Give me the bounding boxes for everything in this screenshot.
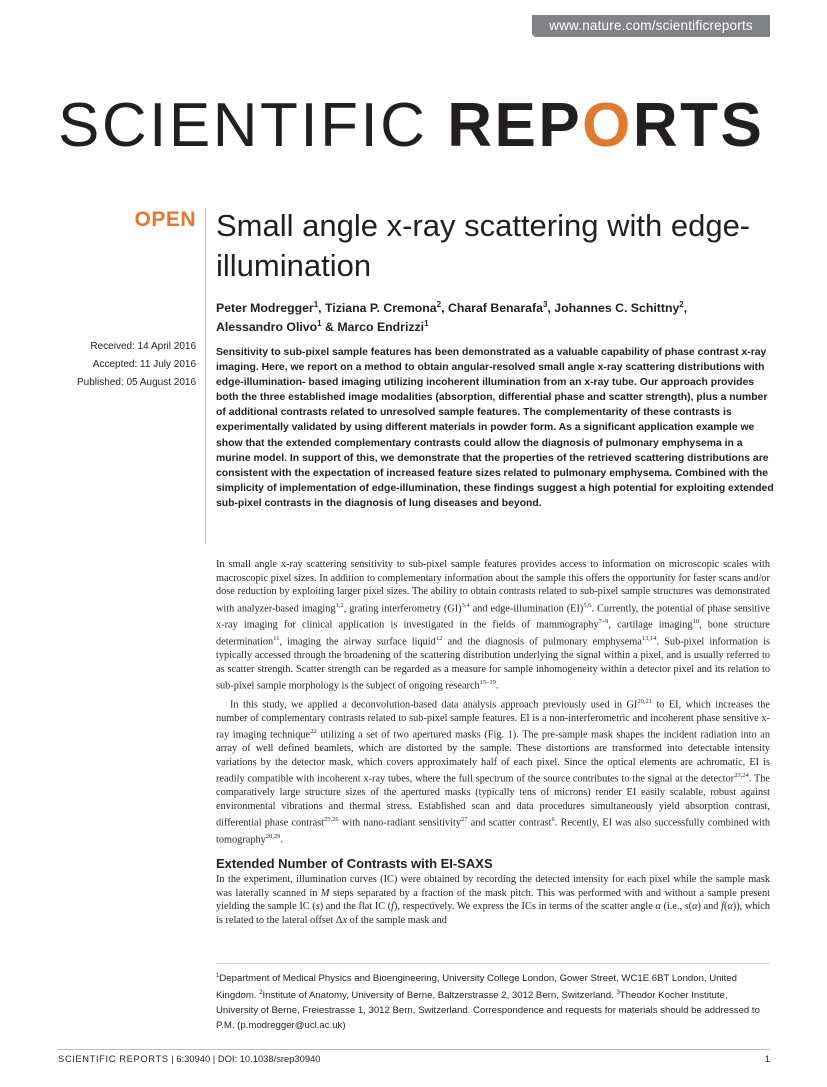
vertical-divider <box>205 208 206 544</box>
affiliations-footnote: $^1$Department of Medical Physics and Bioengineering, University College London, Gower Street, WC1E 6BT London, United Kingdom. $^2$Institute of Anatomy, University of Berne, Baltzerstrasse 2, 3012 Bern, Switzerland. $^3$Theodor Kocher Institute, University of Berne, Freiestrasse 1, 3012 Bern, Switzerland. Correspondence and requests for materials should be addressed to P.M. (p.modregger@ucl.ac.uk) <box>216 973 760 1032</box>
italic-symbol: α <box>655 901 661 912</box>
citation-superscript: 25,26 <box>324 816 339 824</box>
accepted-date: Accepted: 11 July 2016 <box>92 359 196 370</box>
author-affiliation: 2 <box>679 300 684 309</box>
italic-symbol: α <box>692 901 698 912</box>
page-footer <box>58 1052 770 1066</box>
author-affiliation: 3 <box>542 300 548 309</box>
citation-superscript: 23,24 <box>734 772 749 780</box>
article-dates <box>40 338 196 392</box>
abstract: Sensitivity to sub-pixel sample features has been demonstrated as a valuable capability of phase contrast x-ray imaging. Here, we report on a method to obtain angular-resolved small angle x-ray scattering distributions with edge-illumination- based imaging utilizing incoherent illumination from an x-ray tube. Our approach provides both the three established image modalities (absorption, differential phase and scatter strength), plus a number of additional contrasts related to unresolved sample features. The complementarity of these contrasts is experimentally validated by using different materials in powder form. As a significant application example we show that the extended complementary contrasts could allow the diagnosis of pulmonary emphysema in a murine model. In support of this, we demonstrate that the properties of the retrieved scattering distributions are consistent with the expectation of increased feature sizes related to pulmonary emphysema. Combined with the simplicity of implementation of edge-illumination, these findings suggest a high potential for exploiting extended sub-pixel contrasts in the diagnosis of lung diseases and beyond. <box>216 347 774 509</box>
citation-superscript: 2 <box>259 990 263 997</box>
citation-superscript: 22 <box>310 728 317 736</box>
body-paragraph-1: In small angle x-ray scattering sensitivity to sub-pixel sample features provides access to information on microscopic scales with macroscopic pixel sizes. In addition to complementary information about the sample this offers the opportunity for faster scans and/or dose reduction by exploiting larger pixel sizes. The ability to obtain contrasts related to sub-pixel sample structures was demonstrated with analyzer-based imaging$^{1,2}$, grating interferometry (GI)$^{3,4}$ and edge-illumination (EI)$^{5,6}$. Currently, the potential of phase sensitive x-ray imaging for clinical application is investigated in the fields of mammography$^{7-9}$, cartilage imaging$^{10}$, bone structure determination$^{11}$, imaging the airway surface liquid$^{12}$ and the diagnosis of pulmonary emphysema$^{13,14}$. Sub-pixel information is typically accessed through the broadening of the scattering distribution underlying the signal within a pixel, and is usually referred to as scatter strength. Scatter strength can be regarded as a measure for sample inhomogeneity within a detector pixel and its relation to sub-pixel sample morphology is the subject of ongoing research$^{15-19}$. <box>216 559 770 692</box>
masthead-bold-pre: REP <box>447 91 583 160</box>
citation-superscript: 1 <box>216 973 220 979</box>
citation-superscript: 28,29 <box>265 833 281 841</box>
author-list: Peter Modregger$^1$, Tiziana P. Cremona$^2$, Charaf Benarafa$^3$, Johannes C. Schittny$^2$, Alessandro Olivo$^1$ & Marco Endrizzi$^1$ <box>216 300 688 335</box>
footnote-divider <box>216 963 770 964</box>
journal-masthead <box>58 91 770 160</box>
italic-symbol: α <box>727 901 733 912</box>
author-affiliation: 1 <box>317 319 322 329</box>
footer-journal: SCIENTIFIC REPORTS <box>58 1053 169 1064</box>
citation-superscript: 3 <box>616 990 620 997</box>
footer-divider <box>58 1049 770 1050</box>
citation-superscript: 27 <box>461 816 468 824</box>
masthead-gear-o: O <box>582 91 633 160</box>
masthead-bold-post: RTS <box>632 91 765 160</box>
italic-symbol: x <box>342 914 348 926</box>
body-paragraph-3: In the experiment, illumination curves (IC) were obtained by recording the detected intensity for each pixel while the sample mask was laterally scanned in M steps separated by a fraction of the mask pitch. This was performed with and without a sample present yielding the sample IC (s) and the flat IC (f), respectively. We express the ICs in terms of the scatter angle α (i.e., s(α) and f(α)), which is related to the lateral offset Δx of the sample mask and <box>216 874 770 926</box>
citation-superscript: 3,4 <box>461 601 470 609</box>
author-name: Johannes C. Schittny <box>554 301 680 316</box>
citation-superscript: 11 <box>273 635 280 643</box>
open-access-label: OPEN <box>134 208 196 231</box>
page-number: 1 <box>764 1053 770 1064</box>
citation-superscript: 7–9 <box>598 618 609 626</box>
article-title: Small angle x-ray scattering with edge-illumination <box>216 208 751 283</box>
citation-superscript: 1,2 <box>335 601 344 609</box>
received-date: Received: 14 April 2016 <box>90 341 196 352</box>
author-affiliation: 1 <box>313 300 319 309</box>
author-name: Charaf Benarafa <box>447 301 543 316</box>
author-name: Peter Modregger <box>216 301 314 316</box>
masthead-light: SCIENTIFIC <box>58 91 448 160</box>
author-name: Alessandro Olivo <box>216 320 318 335</box>
citation-superscript: 12 <box>435 635 443 643</box>
citation-superscript: 6 <box>551 816 555 824</box>
author-affiliation: 2 <box>436 300 442 309</box>
italic-symbol: s <box>684 901 689 912</box>
italic-symbol: f <box>721 901 724 912</box>
body-paragraph-2: In this study, we applied a deconvolution-based data analysis approach previously used in GI$^{20,21}$ to EI, which increases the number of complementary contrasts related to sub-pixel sample features. EI is a non-interferometric and incoherent phase sensitive x-ray imaging technique$^{22}$ utilizing a set of two apertured masks (Fig. 1). The pre-sample mask shapes the incident radiation into an array of well defined beamlets, which are distorted by the sample. These distortions are transformed into detectable intensity variations by the detector mask, which covers approximately half of each pixel. Since the optical elements are achromatic, EI is readily compatible with incoherent x-ray tubes, where the full spectrum of the source contributes to the signal at the detector$^{23,24}$. The comparatively large structure sizes of the apertured masks (typically tens of microns) render EI easily scalable, robust against environmental vibrations and thermal stress. Established scan and data procedures simultaneously yield absorption contrast, differential phase contrast$^{25,26}$ with nano-radiant sensitivity$^{27}$ and scatter contrast$^6$. Recently, EI was also successfully combined with tomography$^{28,29}$. <box>216 698 771 846</box>
footer-citation: | 6:30940 | DOI: 10.1038/srep30940 <box>168 1053 321 1064</box>
section-heading: Extended Number of Contrasts with EI-SAXS <box>216 856 493 871</box>
citation-superscript: 20,21 <box>637 698 652 705</box>
author-affiliation: 1 <box>424 319 429 329</box>
author-name: Tiziana P. Cremona <box>325 301 437 316</box>
journal-url-tab[interactable]: www.nature.com/scientificreports <box>532 15 770 37</box>
author-name: Marco Endrizzi <box>337 320 425 335</box>
italic-symbol: s <box>315 901 320 912</box>
citation-superscript: 5,6 <box>583 601 592 609</box>
citation-superscript: 10 <box>692 618 699 626</box>
published-date: Published: 05 August 2016 <box>77 377 196 388</box>
citation-superscript: 15–19 <box>479 679 496 687</box>
italic-symbol: M <box>320 887 330 899</box>
italic-symbol: f <box>391 901 395 912</box>
citation-superscript: 13,14 <box>641 635 657 643</box>
